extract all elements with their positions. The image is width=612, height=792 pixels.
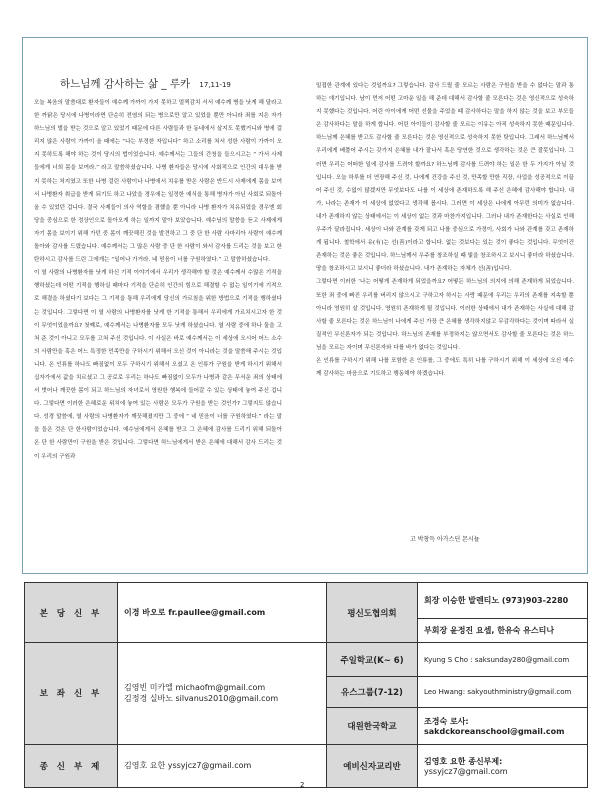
council-line1: 회장 이승한 발렌티노 (973)903-2280 (418, 583, 588, 619)
article-title (60, 76, 231, 91)
paragraph: 이 열 사람의 나병환자를 낫게 하신 기적 이야기에서 우리가 생각해야 할 것은 예수께서 수많은 기적을 행하셨는데 어떤 기적을 행하실 때마다 기적을 단순히 인간의 힘으로 해결할 수 없는 일이기에 기적으로 해결을 하셨다기 보다는 그 기적을 통해 우리에게 당신의 가르침을 위한 방법으로 기적을 행하셨다는 것입니다. 그렇다면 이 열 사람의 나병환자를 낫게 한 기적을 통해서 우리에게 가르치시고자 한 것이 무엇이었을까요? 첫째로, 예수께서는 나병환자를 모두 낫게 하셨습니다. 열 사람 중에 하나 둘을 고쳐 준 것이 아니고 모두를 고쳐 주신 것입니다. 이 사실은 바로 예수께서는 이 세상에 오시어 어느 소수의 사람만을 혹은 어느 특정한 민족만을 구하시기 위해서 오신 것이 아니라는 것을 말씀해 주시는 것입니다. 온 인류를 하나도 빠짐없이 모두 구하시기 위해서 오셨고 온 인류가 구원을 받게 하시기 위해서 십자가에서 값을 치르셨고 그 공로로 우리는 하나도 빠짐없이 모두가 나병과 같은 무서운 죄의 상태에서 벗어나 깨끗한 몸이 되고 하느님의 자녀로서 영원한 행복에 들어갈 수 있는 상태에 놓여 주신 겁니다. 그렇다면 이러한 은혜로운 위치에 놓여 있는 사람은 모두가 구원을 받는 것인가? 그렇지도 않습니다. 성경 말씀에, 열 사람의 나병환자가 깨끗해졌지만 그 중에 “ 네 믿음이 너를 구원하였다.” 라는 말을 들은 것은 단 한사람이었습니다. 예수님에게서 은혜를 받고 그 은혜에 감사를 드리기 위해 되돌아 온 단 한 사람만이 구원을 받은 것입니다. 그렇다면 하느님에게서 받은 은혜에 대해서 감사 드리는 것이 우리의 구원과 (34, 270, 282, 460)
assistant-line2: 김정경 실바노 silvanus2010@gmail.com (124, 694, 279, 704)
youth-value: Leo Hwang: sakyouthministry@gmail.com (418, 677, 588, 708)
title-scripture-ref: 17,11-19 (199, 81, 231, 89)
right-column (316, 80, 574, 381)
deacon-value: 김영호 요한 yssyjcz7@gmail.com (118, 744, 327, 787)
paragraph: 오늘 복음의 말씀대로 환자들이 예수께 가까이 가지 못하고 멀찍감치 서서 예수께 병을 낫게 해 달라고 한 까닭은 당시에 나병이라면 단순히 전염의 되는 병으로만 알고 있었을 뿐만 아니라 죄를 지은 자가 하느님의 벌을 받는 것으로 알고 있었기 때문에 다른 사람들과 한 동네에서 살지도 못했거니와 병에 걸리지 않은 사람이 가까이 올 때에는 “나는 부정한 자입니다” 하고 소리를 쳐서 성한 사람이 가까이 오지 못하도록 해야 하는 것이 당시의 법이었습니다. 예수께서는 그들의 간청을 들으시고는 “ 가서 사제들에게 너희 몸을 보여라.” 라고 말씀하셨습니다. 나병 환자들은 당시에 사회적으로 인간의 대우를 받지 못하는 처지였고 또한 나병 걸린 사람이나 나병에서 치유를 받은 사람은 반드시 사제에게 몸을 보여서 나병환자 취급을 받게 되기도 하고 나았을 경우에는 일정한 예식을 통해 병자가 아닌 사회로 되돌아 올 수 있었던 겁니다. 결국 사제들이 의사 역할을 겸했을 뿐 아니라 나병 환자가 치유되었을 경우엔 회당을 중심으로 한 정상인으로 돌아오게 하는 일까지 맡아 보았습니다. 예수님의 말씀을 듣고 사제에게 자기 몸을 보이기 위해 가던 중 몸이 깨끗해진 것을 발견하고 그 중 단 한 사람 사마리아 사람이 예수께 돌아와 감사를 드렸습니다. 예수께서는 그 많은 사람 중 단 한 사람이 와서 감사를 드리는 것을 보고 한탄하시고 감사를 드린 그에게는 “일어나 가거라. 네 믿음이 너를 구원하였다.” 고 말씀하셨습니다. (34, 100, 282, 264)
paragraph: 밀접한 관계에 있다는 것일까요? 그렇습니다. 감사 드릴 줄 모르는 사람은 구원을 받을 수 없다는 말과 통하는 얘기입니다. 남이 먼저 어떤 고마운 일을 해 준데 대해서 감사할 줄 모른다는 것은 영신적으로 성숙하지 못했다는 것입니다. 어린 아이에게 어떤 선물을 주었을 때 감사하다는 말을 하지 않는 것을 보고 부모들은 감사하다는 말을 하게 합니다. 어린 아이들이 감사할 줄 모르는 이유는 아직 성숙하지 못한 때문입니다. 하느님께 은혜를 받고도 감사할 줄 모른다는 것은 영신적으로 성숙하지 못한 탓입니다. 그래서 하느님께서 우리에게 베풀어 주시는 갖가지 은혜를 내가 잘나서 혹은 당연한 것으로 생각하는 것은 큰 잘못입니다. 그러면 우리는 어떠한 일에 감사를 드려야 할까요? 하느님께 감사를 드려야 하는 일은 한 두 가지가 아닐 것입니다. 오늘 하루를 더 연장해 주신 것, 나에게 건강을 주신 것, 만족할 만한 직장, 사업을 성공적으로 이끌어 주신 것, 수없이 많겠지만 무엇보다도 나를 이 세상에 존재하도록 해 주신 은혜에 감사해야 합니다. 내가, 나라는 존재가 이 세상에 없었다고 생각해 봅시다. 그러면 이 세상은 나에게 아무런 의미가 없습니다. 내가 존재하지 않는 상태에서는 이 세상이 없는 것과 마찬가지입니다. 그러나 내가 존재한다는 사실로 인해 우주가 달라집니다. 세상이 나와 관계를 갖게 되고 나를 중심으로 가정이, 사회가 나와 관계를 갖고 존재하게 됩니다. 철학에서 유(有)는 선(善)이라고 합니다. 없는 것보다는 있는 것이 좋다는 것입니다. 무엇이건 존재하는 것은 좋은 것입니다. 하느님께서 우주를 창조하실 때 빛을 창조하시고 보시니 좋더라 하셨습니다. 땅을 창조하시고 보시니 좋더라 하셨습니다. 내가 존재하는 자체가 선(善)입니다. (316, 83, 574, 273)
sunday-school-value: Kyung S Cho : saksunday280@gmail.com (418, 643, 588, 677)
catechism-line2: yssyjcz7@gmail.com (424, 766, 508, 776)
title-main: 하느님께 감사하는 삶 _ 루카 (60, 78, 191, 90)
korean-school-value (418, 708, 588, 744)
author-signature: 고 박창득 아가스딘 몬시뇰 (410, 536, 480, 543)
council-line2: 부회장 윤정진 요셉, 한유숙 유스티나 (418, 619, 588, 643)
catechism-label: 예비신자교리반 (327, 744, 418, 787)
council-label: 평신도협의회 (327, 583, 418, 643)
paragraph: 온 인류를 구하시기 위해 나를 포함한 온 인류를, 그 중에도 특히 나를 구하시기 위해 이 세상에 오신 예수께 감사하는 마음으로 기도하고 행동해야 하겠습니다. (316, 357, 574, 378)
paragraph: 그렇다면 이러한 ‘나는 어떻게 존재하게 되었을까요? 어떻든 하느님의 의지에 의해 존재하게 되었습니다. 또한 죄 중에 빠진 우리를 버리지 않으시고 구하고자 하시는 사랑 때문에 우리는 우리의 존재를 지속할 뿐 아니라 영원히 살 것입니다. 영원히 존재하게 될 것입니다. 이러한 상태에서 내가 존재하는 사실에 대해 감사할 줄 모른다는 것은 하느님이 나에게 주신 가장 큰 은혜를 생각하지않고 무감각하다는 것이며 따라서 실질적인 무신론자가 되는 것입니다. 하느님의 존재를 부정하지는 않으면서도 감사할 줄 모른다는 것은 하느님을 모르는 자이며 무신론자와 다를 바가 없다는 것입니다. (316, 279, 574, 351)
korean-school-line2: sakdckoreanschool@gmail.com (424, 726, 565, 736)
deacon-label: 종 신 부 제 (25, 744, 118, 787)
parish-info-table (24, 582, 588, 788)
korean-school-line1: 조경숙 로사: (424, 716, 469, 726)
pastor-label: 본 당 신 부 (25, 583, 118, 643)
page-number: 2 (300, 781, 305, 789)
catechism-line1: 김영호 요한 종신부제: (424, 756, 503, 766)
assistant-line1: 김영빈 미카엘 michaofm@gmail.com (124, 683, 266, 693)
assistant-value (118, 643, 327, 744)
sunday-school-label: 주일학교(K~ 6) (327, 643, 418, 677)
assistant-label: 보 좌 신 부 (25, 643, 118, 744)
catechism-value (418, 744, 588, 787)
pastor-value: 이경 바오로 fr.paullee@gmail.com (118, 583, 327, 643)
korean-school-label: 대원한국학교 (327, 708, 418, 744)
youth-label: 유스그룹(7-12) (327, 677, 418, 708)
left-column (34, 97, 282, 464)
